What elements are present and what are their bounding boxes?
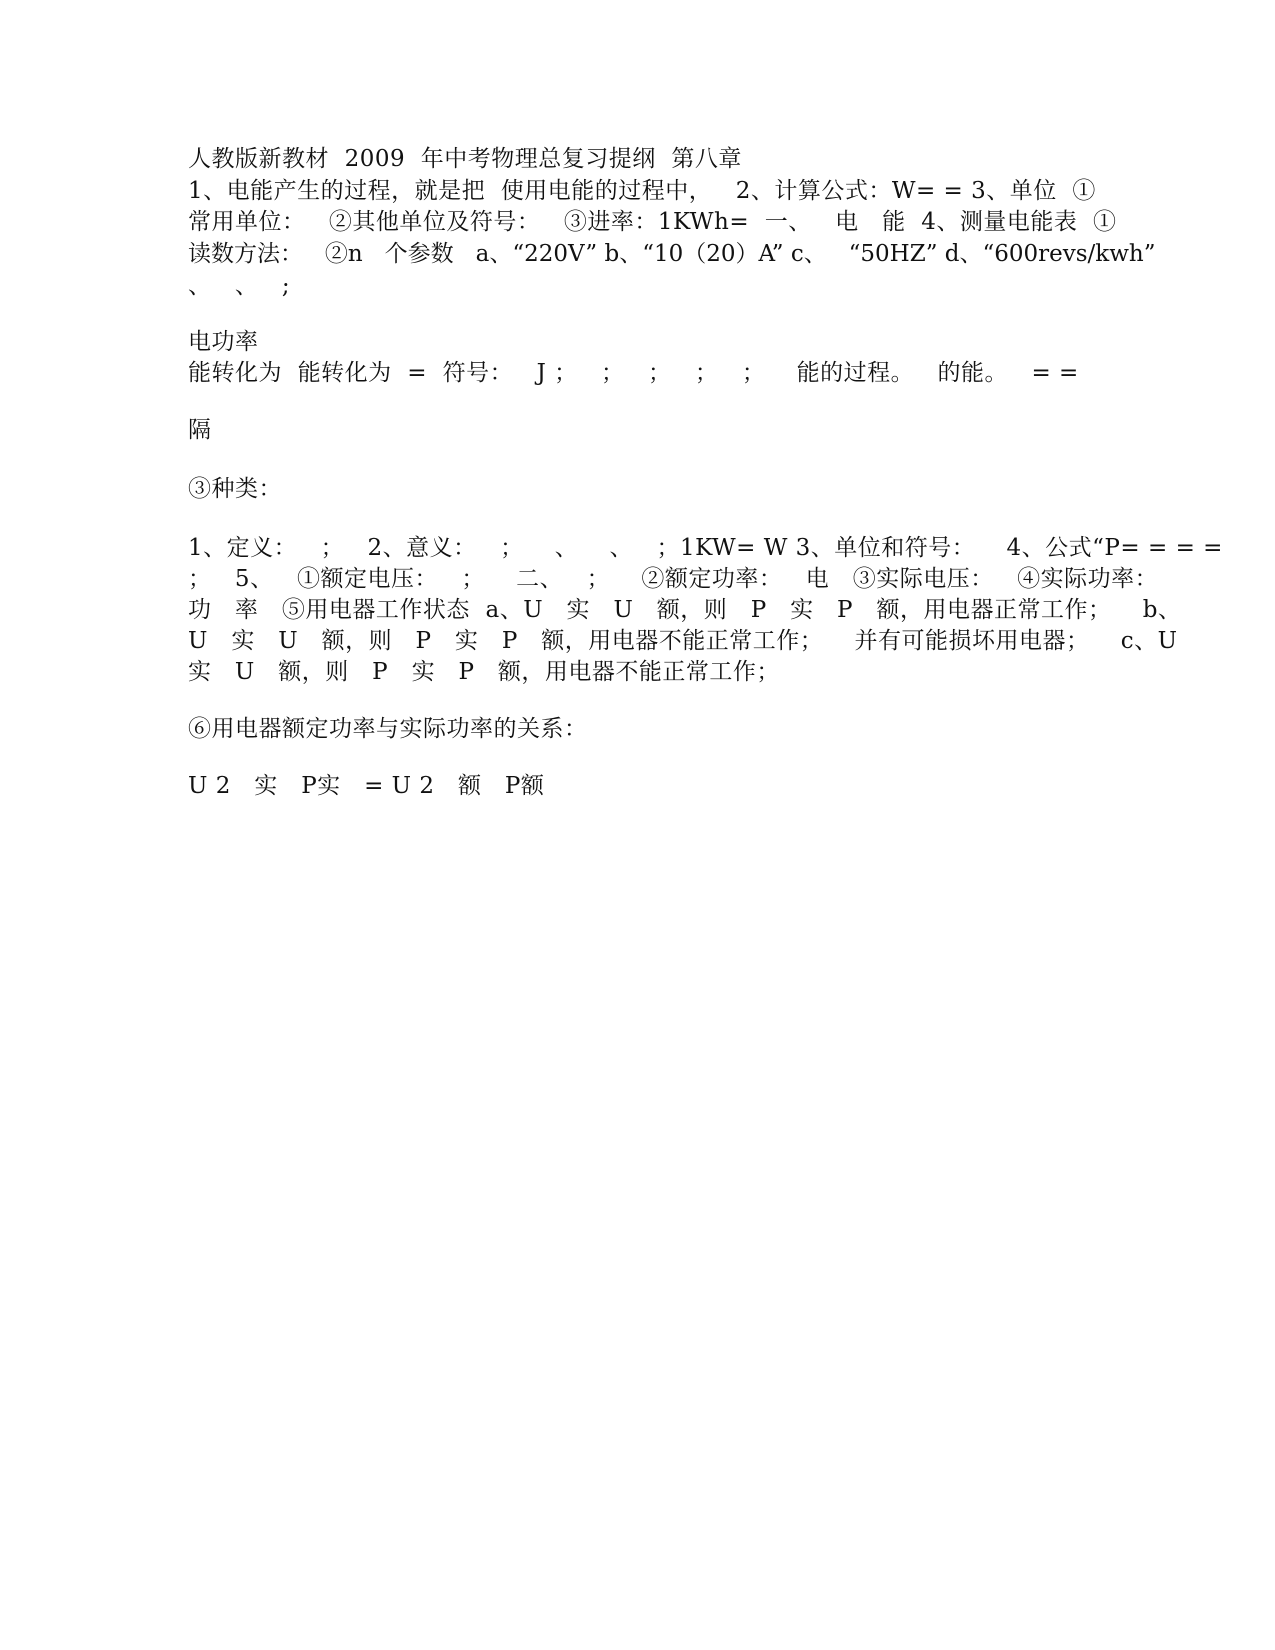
paragraph-line: ； 5、 ①额定电压： ； 二、 ； ②额定功率： 电 ③实际电压： ④实际功率： (188, 566, 1159, 592)
formula-line: U 2 实 P实 = U 2 额 P额 (188, 773, 545, 799)
paragraph-line: ⑥用电器额定功率与实际功率的关系： (188, 716, 588, 742)
paragraph-line: 隔 (188, 417, 212, 443)
paragraph-line: ③种类： (188, 476, 282, 502)
paragraph-line: U 实 U 额，则 P 实 P 额，用电器不能正常工作； 并有可能损坏用电器； c、U (188, 628, 1178, 654)
paragraph-line: 功 率 ⑤用电器工作状态 a、U 实 U 额，则 P 实 P 额，用电器正常工作； b、 (188, 597, 1182, 623)
section-heading: 电功率 (188, 329, 259, 355)
document-title: 人教版新教材 2009 年中考物理总复习提纲 第八章 (188, 146, 742, 172)
paragraph-line: 1、电能产生的过程，就是把 使用电能的过程中， 2、计算公式：W= = 3、单位 ① (188, 178, 1096, 204)
paragraph-line: 、 、 ; (188, 273, 291, 299)
paragraph-line: 实 U 额，则 P 实 P 额，用电器不能正常工作； (188, 659, 780, 685)
paragraph-line: 能转化为 能转化为 = 符号： J ； ； ； ； ； 能的过程。 的能。 = = (188, 360, 1079, 386)
paragraph-line: 1、定义： ； 2、意义： ； 、 、 ；1KW= W 3、单位和符号： 4、公式“P= = = = (188, 535, 1223, 561)
paragraph-line: 常用单位： ②其他单位及符号： ③进率：1KWh= 一、 电 能 4、测量电能表 ① (188, 209, 1117, 235)
paragraph-line: 读数方法： ②n 个参数 a、“220V” b、“10（20）A” c、 “50HZ” d、“600revs/kwh” (188, 241, 1156, 267)
